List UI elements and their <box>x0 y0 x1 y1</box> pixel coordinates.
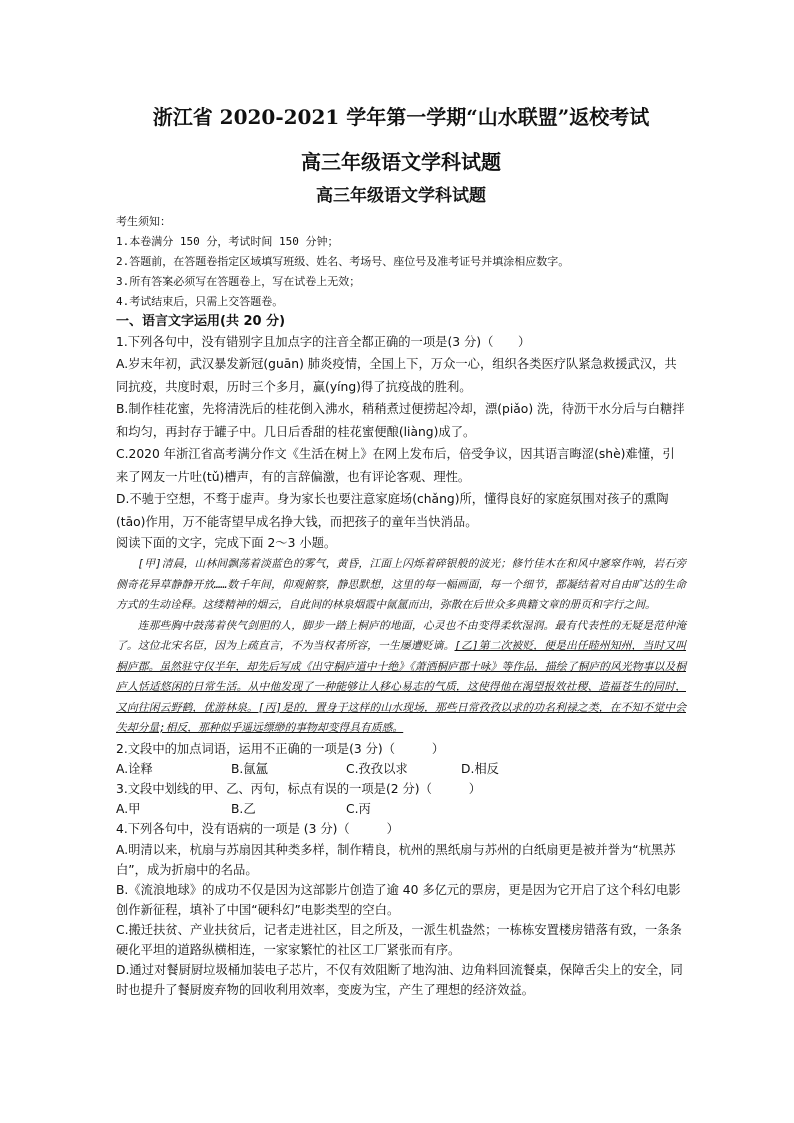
option: C.丙 <box>346 801 371 816</box>
notice-heading: 考生须知： <box>116 215 171 228</box>
section-heading: 一、语言文字运用(共 20 分) <box>116 314 286 329</box>
exam-subtitle-repeat: 高三年级语文学科试题 <box>316 186 486 206</box>
option: C.孜孜以求 <box>346 761 408 776</box>
question-1-option-c: C.2020 年浙江省高考满分作文《生活在树上》在网上发布后，倍受争议，因其语言晦涩(shè)难懂，引来了网友一片吐(tǔ)槽声，有的言辞偏激，也有评论客观、理性。 <box>116 447 675 484</box>
question-2-stem: 2.文段中的加点词语，运用不正确的一项是(3 分)（ ） <box>116 741 445 756</box>
exam-title: 浙江省 2020-2021 学年第一学期“山水联盟”返校考试 <box>152 105 650 129</box>
question-4-option-b: B.《流浪地球》的成功不仅是因为这部影片创造了逾 40 多亿元的票房，更是因为它开启了这个科幻电影创作新征程，填补了中国“硬科幻”电影类型的空白。 <box>116 882 681 917</box>
question-4-option-c: C.搬迁扶贫、产业扶贫后，记者走进社区，目之所及，一派生机盎然；一栋栋安置楼房错落有致，一条条硬化平坦的道路纵横相连，一家家繁忙的社区工厂紧张而有序。 <box>116 922 682 957</box>
question-1-option-b: B.制作桂花蜜，先将清洗后的桂花倒入沸水，稍稍煮过便捞起冷却，漂(piǎo) 洗，待沥干水分后与白糖拌和均匀，再封存于罐子中。几日后香甜的桂花蜜便酿(liàng)成了。 <box>116 402 685 439</box>
option: B.乙 <box>231 801 256 816</box>
notice-item: 3.所有答案必须写在答题卷上，写在试卷上无效； <box>116 275 361 288</box>
question-3-options <box>116 800 686 819</box>
question-1-option-d: D.不驰于空想，不骛于虚声。身为家长也要注意家庭场(chǎng)所，懂得良好的家庭氛围对孩子的熏陶(tāo)作用，万不能寄望早成名挣大钱，而把孩子的童年当快消品。 <box>116 492 669 529</box>
passage-underlined-text: [乙]第二次被贬，便是出任睦州知州，当时又叫桐庐郡。虽然驻守仅半年，却先后写成《出守桐庐道中十绝》《萧洒桐庐郡十咏》等作品，描绘了桐庐的风光物事以及桐庐人恬适悠闲的日常生活。从中他发现了一种能够让人移心易志的气质，这使得他在渴望报效社稷、造福苍生的同时，又向往闲云野鹤，优游林泉。[丙]是的，置身于这样的山水现场，那些日常孜孜以求的功名利禄之类，在不知不觉中会失却分量;相反，那种似乎遥远缥缈的事物却变得具有质感。 <box>116 639 687 734</box>
option: A.甲 <box>116 801 141 816</box>
question-1-option-a: A.岁末年初，武汉暴发新冠(guān) 肺炎疫情，全国上下，万众一心，组织各类医疗队紧急救援武汉，共同抗疫，共度时艰，历时三个多月，赢(yíng)得了抗疫战的胜利。 <box>116 357 677 394</box>
question-2-options <box>116 760 686 779</box>
candidate-notice <box>116 212 686 312</box>
notice-item: 2.答题前，在答题卷指定区域填写班级、姓名、考场号、座位号及准考证号并填涂相应数字。 <box>116 255 570 268</box>
reading-intro: 阅读下面的文字，完成下面 2～3 小题。 <box>116 536 337 550</box>
exam-page <box>116 100 686 1000</box>
question-1-stem: 1.下列各句中，没有错别字且加点字的注音全都正确的一项是(3 分)（ ） <box>116 335 531 349</box>
option: B.氤氲 <box>231 761 268 776</box>
option: D.相反 <box>461 761 499 776</box>
question-4-option-d: D.通过对餐厨厨垃圾桶加装电子芯片，不仅有效阻断了地沟油、边角料回流餐桌，保障舌尖上的安全，同时也提升了餐厨废弃物的回收利用效率，变废为宝，产生了理想的经济效益。 <box>116 962 683 997</box>
option: A.诠释 <box>116 761 153 776</box>
notice-item: 4.考试结束后，只需上交答题卷。 <box>116 295 284 308</box>
question-4-stem: 4.下列各句中，没有语病的一项是 (3 分)（ ） <box>116 821 399 836</box>
reading-passage-paragraph-2 <box>116 616 686 739</box>
notice-item: 1.本卷满分 150 分，考试时间 150 分钟； <box>116 235 339 248</box>
reading-passage-paragraph-1: [甲]清晨，山林间飘荡着淡蓝色的雾气，黄昏，江面上闪烁着碎银般的波光；修竹佳木在和风中窸窣作响，岩石旁侧奇花异草静静开放……数千年间，仰观俯察，静思默想，这里的每一幅画面，每一个细节，都凝结着对自由旷达的生命方式的生动诠释。这缕精神的烟云，自此间的林泉烟霞中氤氲而出，弥散在后世众多典籍文章的册页和字行之间。 <box>116 557 686 611</box>
question-4-option-a: A.明清以来，杭扇与苏扇因其种类多样，制作精良，杭州的黑纸扇与苏州的白纸扇更是被并誉为“杭黑苏白”，成为折扇中的名品。 <box>116 842 676 877</box>
passage-text: 连那些胸中鼓荡着侠气剑胆的人，脚步一踏上桐庐的地面，心灵也不由变得柔软湿润。最有代表性的无疑是范仲淹了。这位北宋名臣，因为上疏直言，不为当权者所容，一生屡遭贬谪。 <box>116 618 686 652</box>
exam-subtitle: 高三年级语文学科试题 <box>301 150 501 174</box>
question-3-stem: 3.文段中划线的甲、乙、丙句，标点有误的一项是(2 分)（ ） <box>116 781 482 796</box>
